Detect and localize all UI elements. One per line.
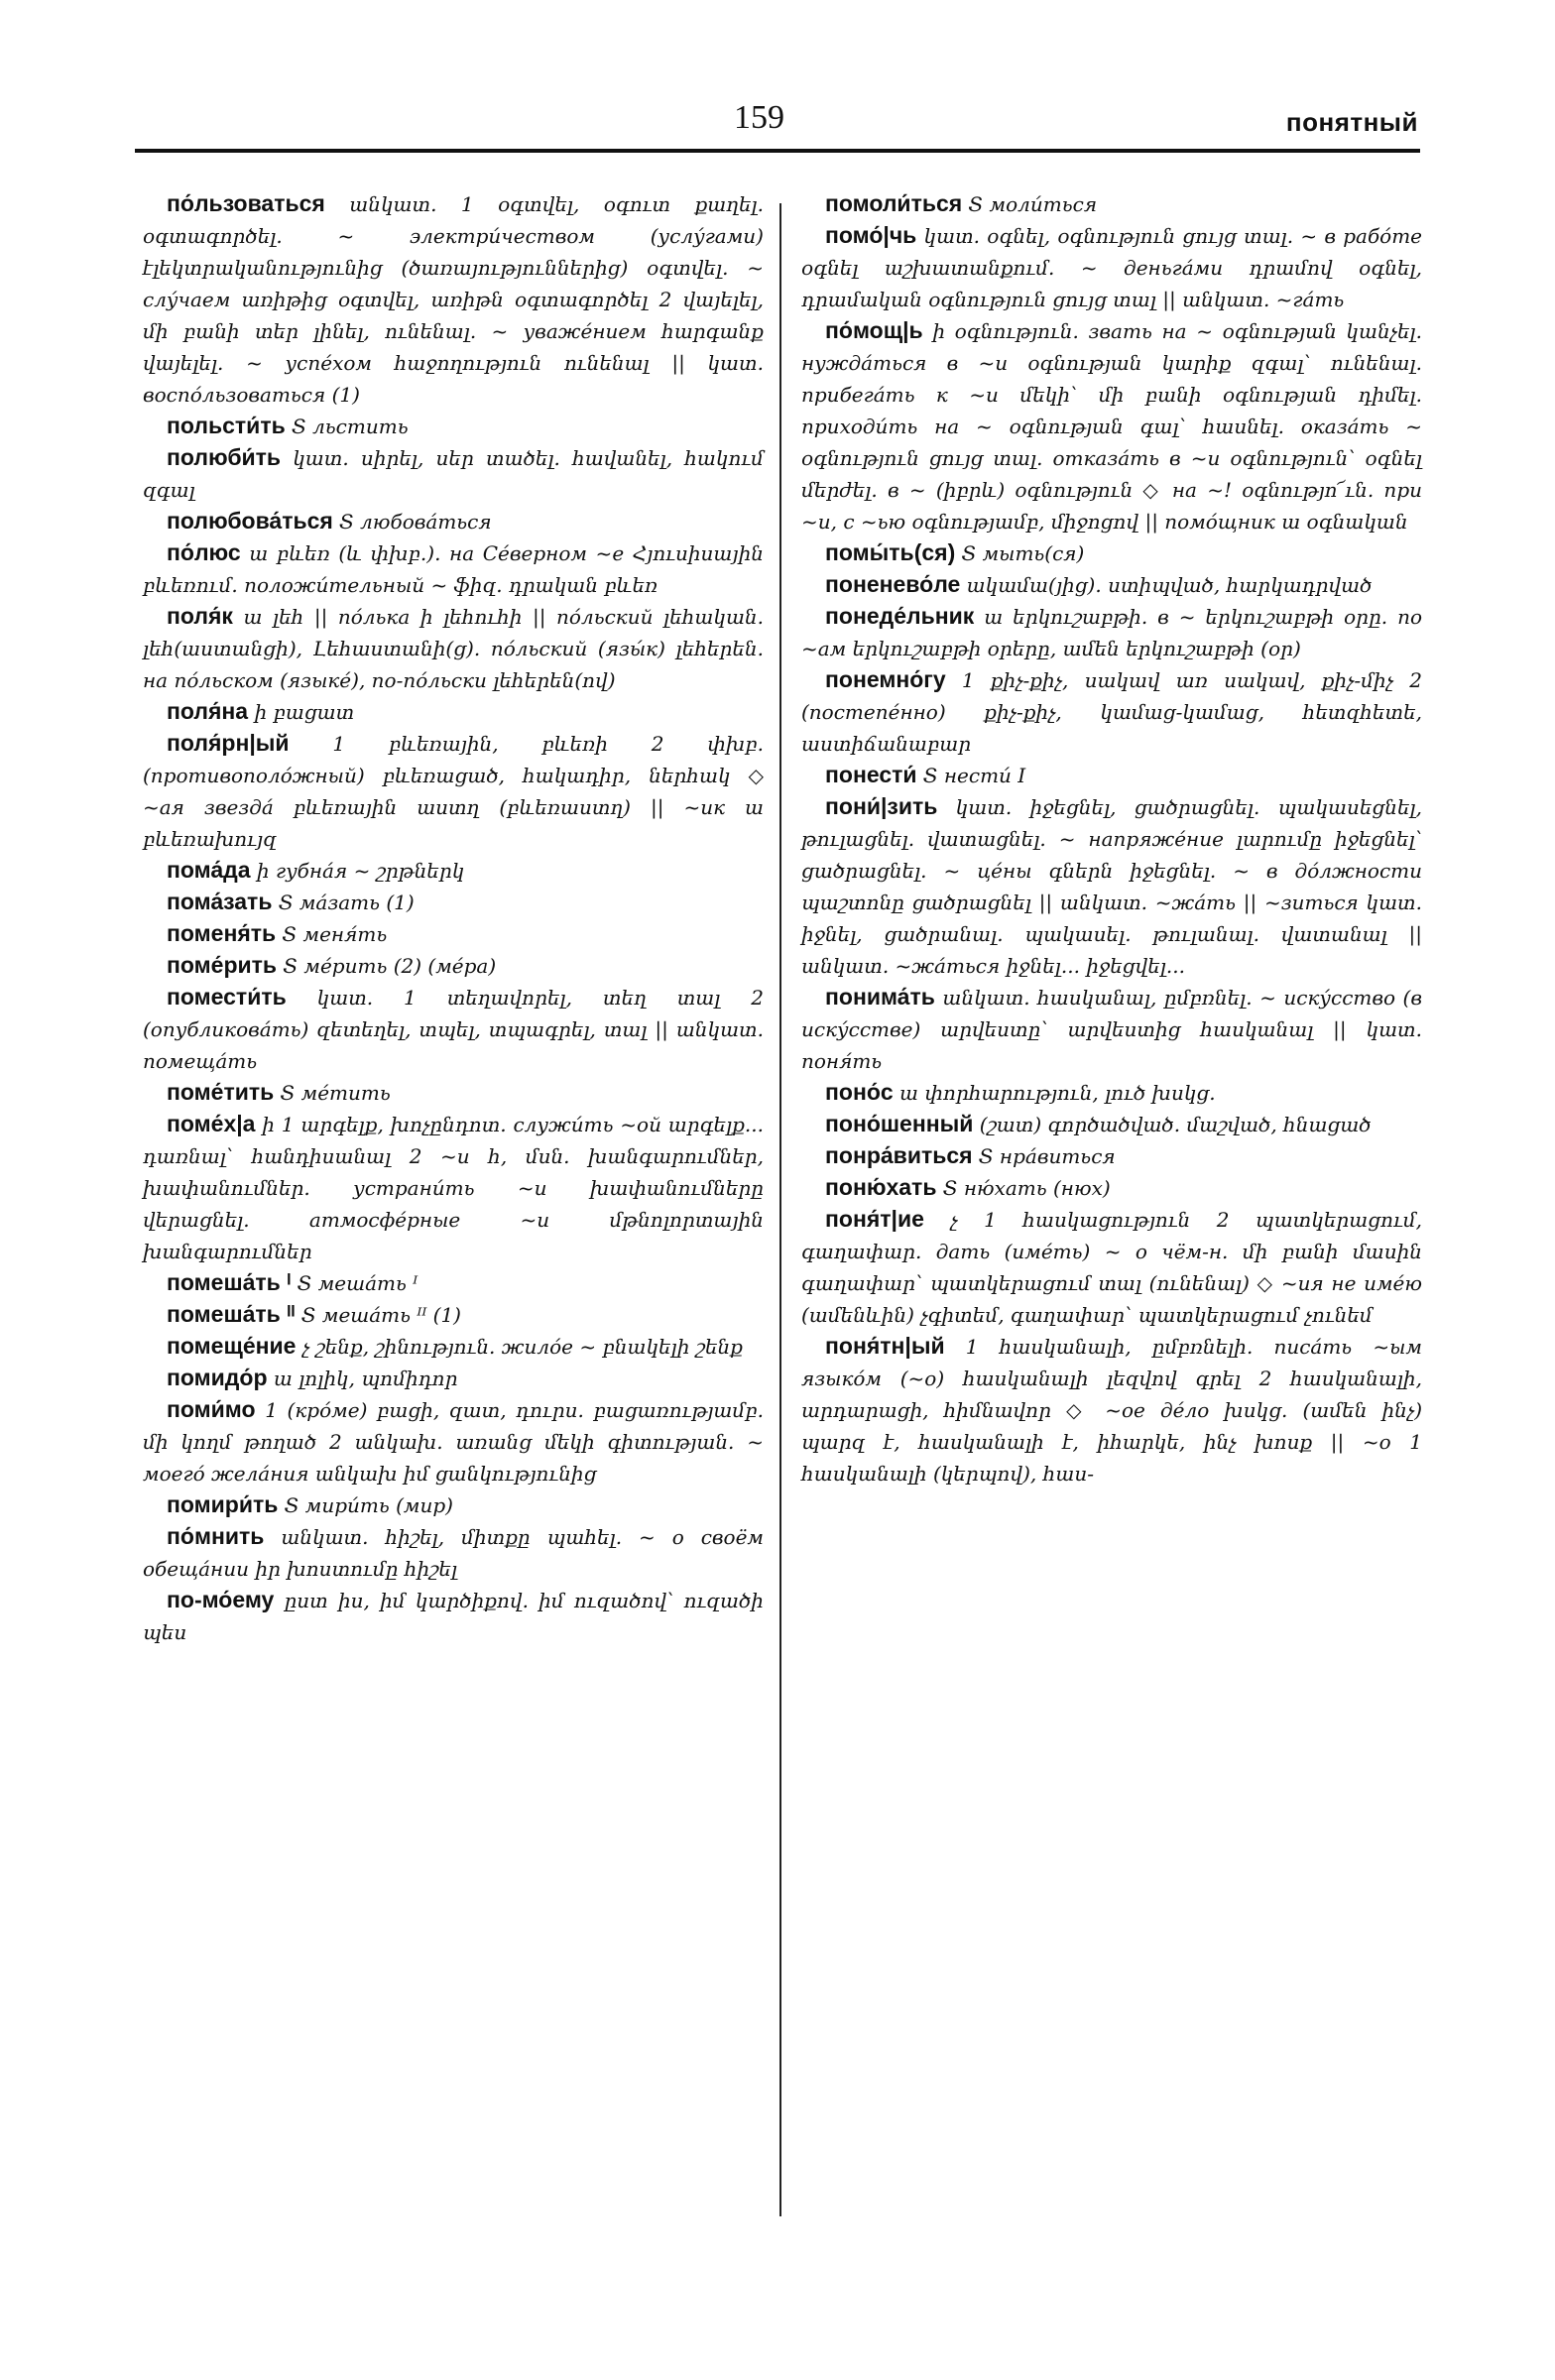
entry-body: կատ. սիրել, սեր տածել. հավանել, հակում զգալ: [143, 446, 764, 502]
entry-body: 1 (кро́ме) բացի, զատ, դուրս. բացառությամբ. մի կողմ թողած 2 անկախ. առանց մեկի գիտության. ~ моего́ жела́ния անկախ իմ ցանկությունից: [143, 1398, 764, 1486]
entry-body: Տ нести́ I: [916, 764, 1026, 787]
entry-body: անկատ. 1 օգտվել, օգուտ քաղել. օգտագործել. ~ электри́чеством (услу́гами) էլեկտրականությունից (ծառայություններից) օգտվել. ~ слу́чаем առիթից օգտվել, առիթն օգտագործել 2 վայելել, մի բանի տեր լինել, ունենալ. ~ уваже́нием հարգանք վայելել. ~ успе́хом հաջողություն ունենալ || կատ. воспо́льзоваться (1): [143, 192, 764, 407]
dictionary-entry: [143, 1585, 764, 1648]
column-divider: [779, 203, 781, 2216]
headword: поме́тить: [167, 1079, 275, 1105]
dictionary-entry: [143, 1299, 764, 1331]
headword: пома́зать: [167, 889, 273, 914]
entry-body: Տ льстить: [285, 415, 409, 438]
headword: помы́ть(ся): [825, 539, 956, 565]
entry-body: կատ. օգնել, օգնություն ցույց տալ. ~ в рабо́те օգնել աշխատանքում. ~ деньга́ми դրամով օգնել, դրամական օգնություն ցույց տալ || անկատ. ~га́ть: [801, 224, 1422, 311]
headword: по́люс: [167, 539, 241, 565]
dictionary-entry: [143, 887, 764, 918]
headword: поля́рн|ый: [167, 730, 290, 756]
entry-body: 1 հասկանալի, ըմբռնելի. писа́ть ~ым языко́м (~о) հասկանալի լեզվով գրել 2 հասկանալի, արդարացի, հիմնավոր ◇ ~ое де́ло խսկց. (ամեն ինչ) պարզ է, հասկանալի է, իհարկե, ինչ խոսք || ~о 1 հասկանալի (կերպով), հաս-: [801, 1335, 1422, 1486]
headword: поня́т|ие: [825, 1206, 924, 1232]
dictionary-entry: [801, 1077, 1422, 1109]
entry-body: ա երկուշաբթի. в ~ երկուշաբթի օրը. по ~ам երկուշաբթի օրերը, ամեն երկուշաբթի (օր): [801, 605, 1422, 660]
dictionary-entry: [801, 1172, 1422, 1204]
dictionary-entry: [143, 601, 764, 696]
entry-body: Տ нра́виться: [972, 1144, 1116, 1168]
headword: полюбова́ться: [167, 508, 333, 534]
headword: помо́|чь: [825, 222, 917, 248]
headword: польсти́ть: [167, 413, 286, 438]
headword: понемно́гу: [825, 666, 946, 692]
entry-body: 1 բևեռային, բևեռի 2 փխբ. (противополо́жный) բևեռացած, հակադիր, ներհակ ◇ ~ая звезда́ բևեռային աստղ (բևեռաստղ) || ~ик ա բևեռախույզ: [143, 732, 764, 851]
entry-body: Տ ме́тить: [274, 1081, 391, 1105]
dictionary-entry: [801, 760, 1422, 791]
dictionary-entry: [801, 664, 1422, 760]
dictionary-entry: [801, 1109, 1422, 1140]
headword: поми́мо: [167, 1396, 256, 1422]
left-column: [143, 188, 764, 1648]
dictionary-entry: [801, 1331, 1422, 1489]
headword: поня́тн|ый: [825, 1333, 945, 1359]
entry-body: (շատ) գործածված. մաշված, հնացած: [973, 1113, 1372, 1136]
entry-body: Տ любова́ться: [332, 510, 492, 534]
headword: пома́да: [167, 857, 251, 883]
page-number: 159: [734, 99, 784, 136]
headword: помеще́ние: [167, 1333, 297, 1359]
dictionary-entry: [143, 1363, 764, 1394]
headword: помоли́ться: [825, 190, 963, 216]
headword: поно́шенный: [825, 1111, 974, 1136]
dictionary-entry: [143, 1109, 764, 1267]
dictionary-entry: [143, 1521, 764, 1585]
entry-body: Տ меша́ть ᴵ: [291, 1271, 419, 1295]
headword: поме́х|а: [167, 1111, 256, 1136]
headword: понеде́льник: [825, 603, 975, 629]
entry-body: Տ ме́рить (2) (ме́ра): [277, 954, 497, 978]
headword: поно́с: [825, 1079, 894, 1105]
headword: поменя́ть: [167, 920, 277, 946]
dictionary-entry: [143, 950, 764, 982]
headword-prefix: поне: [825, 571, 880, 597]
dictionary-entry: [143, 506, 764, 537]
entry-body: չ 1 հասկացություն 2 պատկերացում, գաղափար. дать (име́ть) ~ о чём-н. մի բանի մասին գաղափար՝ պատկերացում տալ (ունենալ) ◇ ~ия не име́ю (ամենևին) չգիտեմ, գաղափար՝ պատկերացում չունեմ: [801, 1208, 1422, 1327]
header-rule: [135, 149, 1420, 153]
dictionary-entry: [143, 982, 764, 1077]
entry-body: ա բևեռ (և փխբ.). на Се́верном ~е Հյուսիսային բևեռում. положи́тельный ~ ֆիզ. դրական բևեռ: [143, 541, 764, 597]
headword: поню́хать: [825, 1174, 937, 1200]
dictionary-entry: [143, 1267, 764, 1299]
entry-body: կատ. իջեցնել, ցածրացնել. պակասեցնել, թուլացնել. վատացնել. ~ напряже́ние լարումը իջեցնել՝ ցածրացնել. ~ це́ны գներն իջեցնել. ~ в до́лжности պաշտոնը ցածրացնել || անկատ. ~жа́ть || ~зиться կատ. իջնել, ցածրանալ. պակասել. թուլանալ. վատանալ || անկատ. ~жа́ться իջնել... իջեցվել...: [801, 795, 1422, 978]
entry-body: 1 քիչ-քիչ, սակավ առ սակավ, քիչ-միչ 2 (постепе́нно) քիչ-քիչ, կամաց-կամաց, հետզհետե, աստիճանաբար: [801, 668, 1422, 756]
entry-body: Տ мири́ть (мир): [278, 1493, 453, 1517]
dictionary-entry: [143, 442, 764, 506]
dictionary-entry: [801, 188, 1422, 220]
headword: по́мощ|ь: [825, 317, 923, 343]
headword: помести́ть: [167, 984, 287, 1010]
headword: пони́|зить: [825, 793, 938, 819]
dictionary-entry: [143, 537, 764, 601]
entry-body: ա փորհարություն, լուծ խսկց.: [893, 1081, 1216, 1105]
headword: помири́ть: [167, 1491, 279, 1517]
headword: помидо́р: [167, 1365, 268, 1390]
dictionary-entry: [143, 696, 764, 728]
entry-body: Տ ню́хать (нюх): [936, 1176, 1111, 1200]
dictionary-entry: [801, 1140, 1422, 1172]
dictionary-entry: [143, 411, 764, 442]
dictionary-entry: [801, 1204, 1422, 1331]
entry-body: ա լեհ || по́лька ի լեհուհի || по́льский լեհական. լեհ(աստանցի), Լեհաստանի(ց). по́льский (язы́к) լեհերեն. на по́льском (языке́), по-по́льски լեհերեն(ով): [143, 605, 764, 692]
headword: поме́рить: [167, 952, 278, 978]
dictionary-entry: [143, 855, 764, 887]
dictionary-entry: [801, 791, 1422, 982]
headword: поля́к: [167, 603, 233, 629]
entry-body: Տ меня́ть: [276, 922, 388, 946]
entry-body: ըստ իս, իմ կարծիքով. իմ ուզածով՝ ուզածի պես: [143, 1589, 764, 1644]
entry-body: կատ. 1 տեղավորել, տեղ տալ 2 (опубликова́ть) զետեղել, տպել, տպագրել, տալ || անկատ. помеща́ть: [143, 986, 764, 1073]
headword: понра́виться: [825, 1142, 973, 1168]
dictionary-entry: [143, 918, 764, 950]
entry-body: ա լոլիկ, պոմիդոր: [267, 1367, 458, 1390]
dictionary-entry: [143, 1331, 764, 1363]
entry-body: ի губна́я ~ շրթներկ: [250, 859, 465, 883]
headword: понима́ть: [825, 984, 935, 1010]
dictionary-entry: [801, 601, 1422, 664]
dictionary-entry: [801, 220, 1422, 315]
entry-body: Տ мыть(ся): [955, 541, 1085, 565]
right-column: [801, 188, 1422, 1489]
entry-body: ի 1 արգելք, խոչընդոտ. служи́ть ~ой արգելք... դառնալ՝ հանդիսանալ 2 ~и հ, մսն. խանգարումներ, խափանումներ. устрани́ть ~и խափանումները վերացնել. атмосфе́рные ~и մթնոլորտային խանգարումներ: [143, 1113, 764, 1263]
entry-body: Տ ма́зать (1): [272, 891, 415, 914]
entry-body: Տ меша́ть ᴵᴵ (1): [295, 1303, 461, 1327]
entry-body: չ շենք, շինություն. жило́е ~ բնակելի շենք: [296, 1335, 743, 1359]
dictionary-entry: [143, 728, 764, 855]
headword: нево́ле: [879, 571, 961, 597]
dictionary-entry: [801, 537, 1422, 569]
dictionary-entry: [143, 1489, 764, 1521]
entry-body: անկատ. հասկանալ, ըմբռնել. ~ иску́сство (в иску́сстве) արվեստը՝ արվեստից հասկանալ || կատ. поня́ть: [801, 986, 1422, 1073]
headword: поля́на: [167, 698, 249, 724]
entry-body: ի բացատ: [248, 700, 355, 724]
headword: по-мо́ему: [167, 1587, 275, 1612]
dictionary-entry: [801, 569, 1422, 601]
dictionary-entry: [801, 982, 1422, 1077]
headword: по́льзоваться: [167, 190, 325, 216]
entry-body: ի օգնություն. звать на ~ օգնության կանչել. нужда́ться в ~и օգնության կարիք զգալ՝ ունենալ. прибега́ть к ~и մեկի՝ մի բանի օգնության դիմել. приходи́ть на ~ օգնության գալ՝ հասնել. оказа́ть ~ օգնություն ցույց տալ. отказа́ть в ~и օգնություն՝ օգնել մերժել. в ~ (իբրև) օգնություն ◇ на ~! օգնությո՜ւն. при ~и, с ~ью օգնությամբ, միջոցով || помо́щник ա օգնական: [801, 319, 1422, 534]
headword: полюби́ть: [167, 444, 282, 470]
dictionary-entry: [143, 188, 764, 411]
headword: понести́: [825, 762, 917, 787]
entry-body: անկատ. հիշել, միտքը պահել. ~ о своём обеща́нии իր խոստումը հիշել: [143, 1525, 764, 1581]
dictionary-entry: [143, 1394, 764, 1489]
entry-body: Տ моли́ться: [962, 192, 1098, 216]
dictionary-entry: [143, 1077, 764, 1109]
headword: помеша́ть ᴵ: [167, 1269, 292, 1295]
headword: помеша́ть ᴵᴵ: [167, 1301, 296, 1327]
headword: по́мнить: [167, 1523, 265, 1549]
dictionary-entry: [801, 315, 1422, 537]
running-head: понятный: [1285, 107, 1418, 137]
entry-body: ակամա(յից). ստիպված, հարկադրված: [960, 573, 1373, 597]
